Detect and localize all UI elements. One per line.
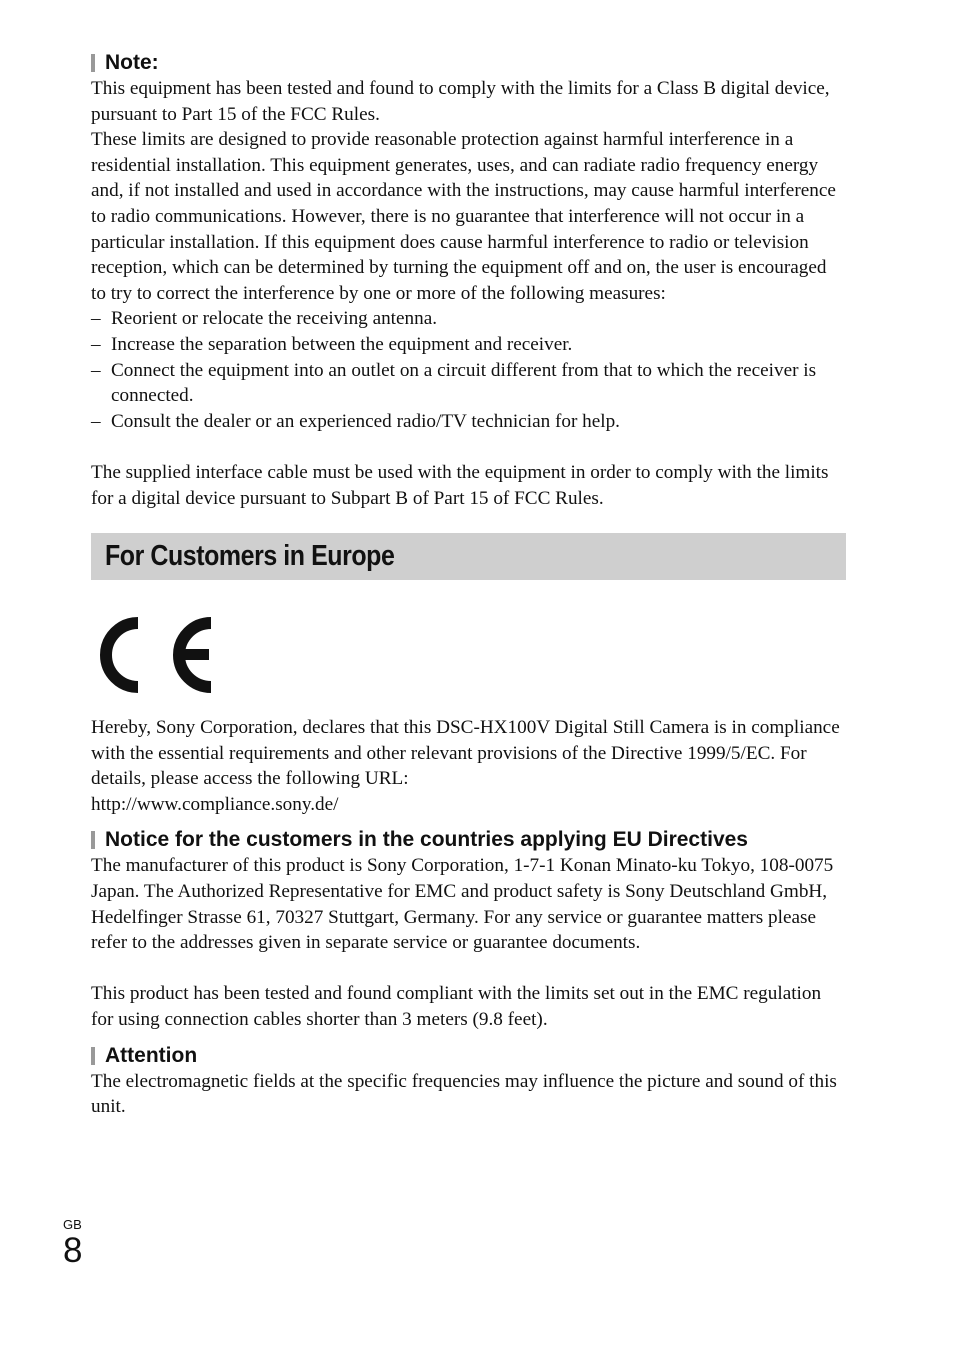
list-item — [91, 332, 846, 358]
heading-bar — [91, 1047, 95, 1065]
list-dash: – — [91, 308, 101, 330]
ce-mark-icon — [97, 612, 215, 698]
notice-paragraph-2: This product has been tested and found compliant with the limits set out in the EMC regulation for using connection cables shorter than 3 meters (9.8 feet). — [91, 983, 822, 1031]
list-item-text: Connect the equipment into an outlet on a circuit different from that to which the receiver is connected. — [111, 359, 817, 407]
list-dash: – — [91, 333, 101, 355]
section-banner — [91, 533, 846, 580]
attention-paragraph: The electromagnetic fields at the specific frequencies may influence the picture and sound of this unit. — [91, 1070, 837, 1118]
list-item — [91, 306, 846, 332]
compliance-url: http://www.compliance.sony.de/ — [91, 793, 339, 815]
list-item — [91, 358, 846, 409]
notice-heading — [91, 827, 846, 853]
language-code: GB — [63, 1217, 82, 1232]
note-heading — [91, 50, 846, 76]
note-paragraph-1: This equipment has been tested and found to comply with the limits for a Class B digital device, pursuant to Part 15 of the FCC Rules. — [91, 78, 830, 125]
ce-mark-container — [91, 580, 846, 715]
note-paragraph-3: The supplied interface cable must be used with the equipment in order to comply with the limits for a digital device pursuant to Subpart B of Part 15 of FCC Rules. — [91, 461, 829, 509]
interference-measures-list — [91, 306, 846, 434]
spacer — [91, 956, 846, 982]
list-item-text: Reorient or relocate the receiving antenna. — [111, 308, 438, 330]
note-paragraph-2: These limits are designed to provide reasonable protection against harmful interference in a residential installation. This equipment generates, uses, and can radiate radio frequency energy and, if not installed and used in accordance with the instructions, may cause harmful interference to radio communications. However, there is no guarantee that interference will not occur in a particular installation. If this equipment does cause harmful interference to radio or television reception, which can be determined by turning the equipment off and on, the user is encouraged to try to correct the interference by one or more of the following measures: — [91, 129, 836, 304]
heading-bar — [91, 831, 95, 849]
declaration-paragraph: Hereby, Sony Corporation, declares that this DSC-HX100V Digital Still Camera is in compliance with the essential requirements and other relevant provisions of the Directive 1999/5/EC. For details, please access the following URL: — [91, 717, 840, 790]
page-number: 8 — [63, 1231, 83, 1270]
heading-bar — [91, 54, 95, 72]
list-dash: – — [91, 359, 101, 381]
list-item-text: Consult the dealer or an experienced radio/TV technician for help. — [111, 410, 620, 432]
list-item-text: Increase the separation between the equipment and receiver. — [111, 333, 573, 355]
note-heading-text: Note: — [105, 51, 159, 74]
page-content — [91, 50, 846, 1120]
attention-heading — [91, 1043, 846, 1069]
notice-paragraph-1: The manufacturer of this product is Sony Corporation, 1-7-1 Konan Minato-ku Tokyo, 108-0075 Japan. The Authorized Representative for EMC and product safety is Sony Deutschland GmbH, Hedelfinger Strasse 61, 70327 Stuttgart, Germany. For any service or guarantee matters please refer to the addresses given in separate service or guarantee documents. — [91, 855, 834, 954]
list-dash: – — [91, 410, 101, 432]
list-item — [91, 409, 846, 435]
section-title: For Customers in Europe — [105, 540, 395, 573]
spacer — [91, 434, 846, 460]
attention-heading-text: Attention — [105, 1043, 198, 1067]
page-footer — [63, 1218, 82, 1270]
notice-heading-text: Notice for the customers in the countries applying EU Directives — [105, 828, 748, 852]
